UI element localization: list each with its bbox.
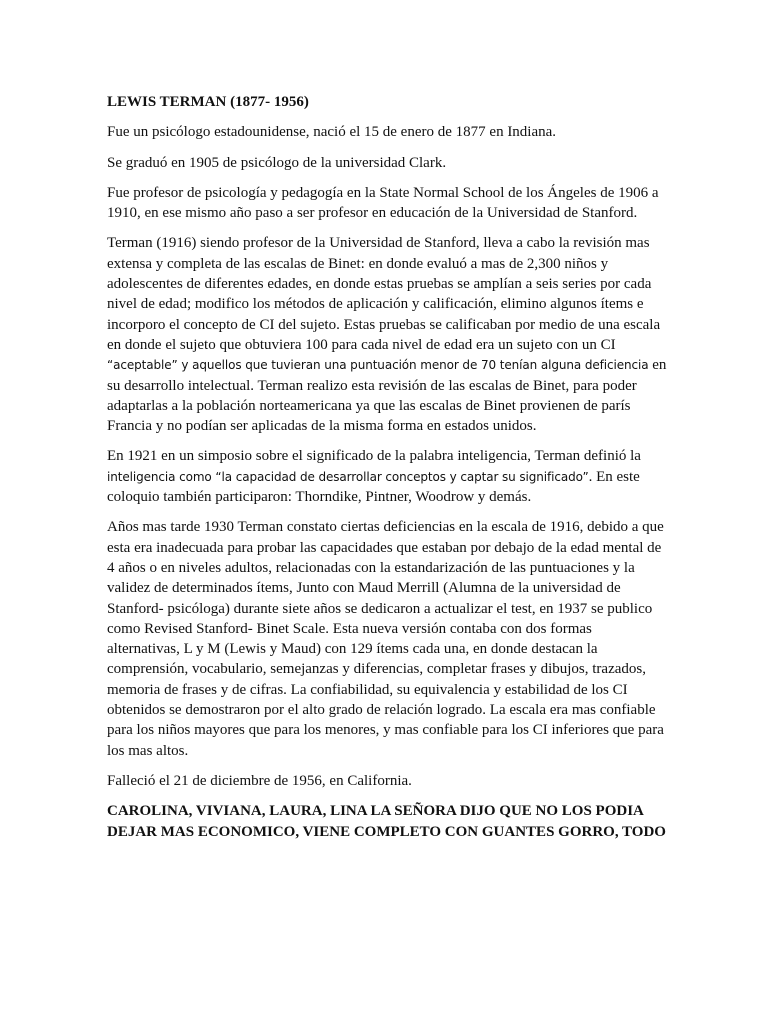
paragraph-revision-part-1: Terman (1916) siendo profesor de la Universidad de Stanford, lleva a cabo la revisión mas extensa y completa de las escalas de Binet: en donde evaluó a mas de 2,300 niños y adolescentes de diferentes edades, en donde estas pruebas se amplían a seis series por cada nivel de edad; modifico los métodos de aplicación y calificación, elimino algunos ítems e incorporo el concepto de CI del sujeto. Estas pruebas se calificaban por medio de una escala en donde el sujeto que obtuviera 100 para cada nivel de edad era un sujeto con un CI bbox=[107, 235, 661, 353]
paragraph-intelligence-part-2: inteligencia como “la capacidad de desarrollar conceptos y captar su significado” bbox=[107, 469, 589, 484]
paragraph-later-revision: Años mas tarde 1930 Terman constato ciertas deficiencias en la escala de 1916, debido a que esta era inadecuada para probar las capacidades que estaban por debajo de la edad mental de 4 años o en niveles adultos, relacionadas con la estandarización de las puntuaciones y la validez de determinados ítems, Junto con Maud Merrill (Alumna de la universidad de Stanford- psicóloga) durante siete años se dedicaron a actualizar el test, en 1937 se publico como Revised Stanford- Binet Scale. Esta nueva versión contaba con dos formas alternativas, L y M (Lewis y Maud) con 129 ítems cada una, en donde destacan la comprensión, vocabulario, semejanzas y diferencias, completar frases y dibujos, trazados, memoria de frases y de cifras. La confiabilidad, su equivalencia y estabilidad de los CI obtenidos se demostraron por el alto grado de relación logrado. La escala era mas confiable para los niños mayores que para los menores, y mas confiable para los CI inferiores que para los mas altos. bbox=[107, 519, 664, 759]
bold-note: CAROLINA, VIVIANA, LAURA, LINA LA SEÑORA DIJO QUE NO LOS PODIA DEJAR MAS ECONOMICO, VIENE COMPLETO CON GUANTES GORRO, TODO bbox=[107, 803, 666, 841]
document-page bbox=[107, 92, 667, 853]
paragraph-revision bbox=[107, 233, 667, 436]
paragraph-intelligence-part-1: En 1921 en un simposio sobre el significado de la palabra inteligencia, Terman definió la bbox=[107, 448, 641, 465]
document-heading: LEWIS TERMAN (1877- 1956) bbox=[107, 94, 309, 110]
paragraph-intelligence-definition bbox=[107, 446, 667, 507]
paragraph-death: Falleció el 21 de diciembre de 1956, en California. bbox=[107, 772, 412, 789]
paragraph-birth: Fue un psicólogo estadounidense, nació el 15 de enero de 1877 en Indiana. bbox=[107, 124, 557, 141]
paragraph-professor: Fue profesor de psicología y pedagogía en la State Normal School de los Ángeles de 1906 a 1910, en ese mismo año paso a ser profesor en educación de la Universidad de Stanford. bbox=[107, 184, 659, 222]
paragraph-graduation: Se graduó en 1905 de psicólogo de la universidad Clark. bbox=[107, 154, 447, 171]
paragraph-revision-part-3: en su desarrollo intelectual. Terman realizo esta revisión de las escalas de Binet, para poder adaptarlas a la población norteamericana ya que las escalas de Binet provienen de parís Francia y no podían ser aplicadas de la misma forma en estados unidos. bbox=[107, 357, 667, 435]
paragraph-revision-part-2: “aceptable” y aquellos que tuvieran una puntuación menor de 70 tenían alguna deficiencia bbox=[107, 358, 649, 373]
paragraph-intelligence-part-3: . En este coloquio también participaron: Thorndike, Pintner, Woodrow y demás. bbox=[107, 468, 640, 506]
